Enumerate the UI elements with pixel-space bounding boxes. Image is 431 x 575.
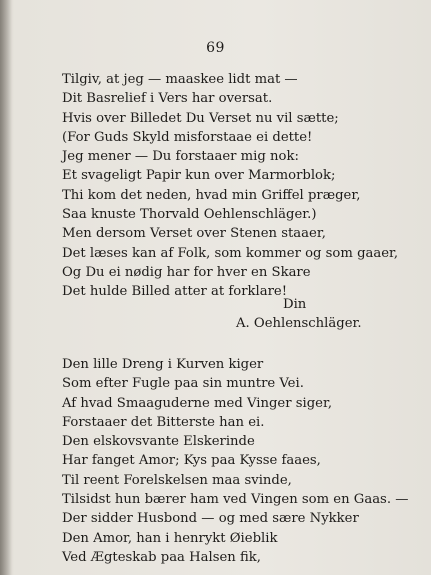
poem-line: Tilgiv, at jeg — maaskee lidt mat — [62, 72, 298, 87]
poem-line: Thi kom det neden, hvad min Griffel præger, [62, 187, 361, 203]
poem-line: Forstaaer det Bitterste han ei. [62, 414, 265, 430]
poem-line: Tilsidst hun bærer ham ved Vingen som en Gaas. — [62, 492, 409, 508]
poem-line: Har fanget Amor; Kys paa Kysse faaes, [62, 453, 321, 469]
poem-line: Hvis over Billedet Du Verset nu vil sætte; [62, 110, 339, 126]
poem-2 [62, 355, 408, 567]
poem-line: Den lille Dreng i Kurven kiger [62, 357, 264, 372]
poem-1 [62, 70, 398, 302]
poem-line: Men dersom Verset over Stenen staaer, [62, 226, 326, 242]
poem-line: Dit Basrelief i Vers har oversat. [62, 91, 273, 107]
poem-line: Som efter Fugle paa sin muntre Vei. [62, 376, 304, 392]
poem-line: Saa knuste Thorvald Oehlenschläger.) [62, 207, 317, 223]
poem-line: Den Amor, han i henrykt Øieblik [62, 530, 278, 546]
page-number: 69 [206, 40, 225, 56]
poem-line: Til reent Forelskelsen maa svinde, [62, 472, 292, 488]
poem-line: Der sidder Husbond — og med sære Nykker [62, 511, 359, 527]
poem-line: Og Du ei nødig har for hver en Skare [62, 264, 311, 280]
poem-line: Det hulde Billed atter at forklare! [62, 284, 288, 300]
poem-signature: A. Oehlenschläger. [236, 316, 362, 331]
poem-line: Af hvad Smaaguderne med Vinger siger, [62, 395, 333, 411]
poem-line: (For Guds Skyld misforstaae ei dette! [62, 129, 313, 145]
poem-closing: Din [283, 297, 307, 312]
poem-line: Ved Ægteskab paa Halsen fik, [62, 549, 261, 565]
poem-line: Den elskovsvante Elskerinde [62, 434, 255, 450]
poem-line: Det læses kan af Folk, som kommer og som gaaer, [62, 245, 399, 261]
poem-line: Et svageligt Papir kun over Marmorblok; [62, 168, 336, 184]
poem-line: Jeg mener — Du forstaaer mig nok: [62, 149, 299, 165]
